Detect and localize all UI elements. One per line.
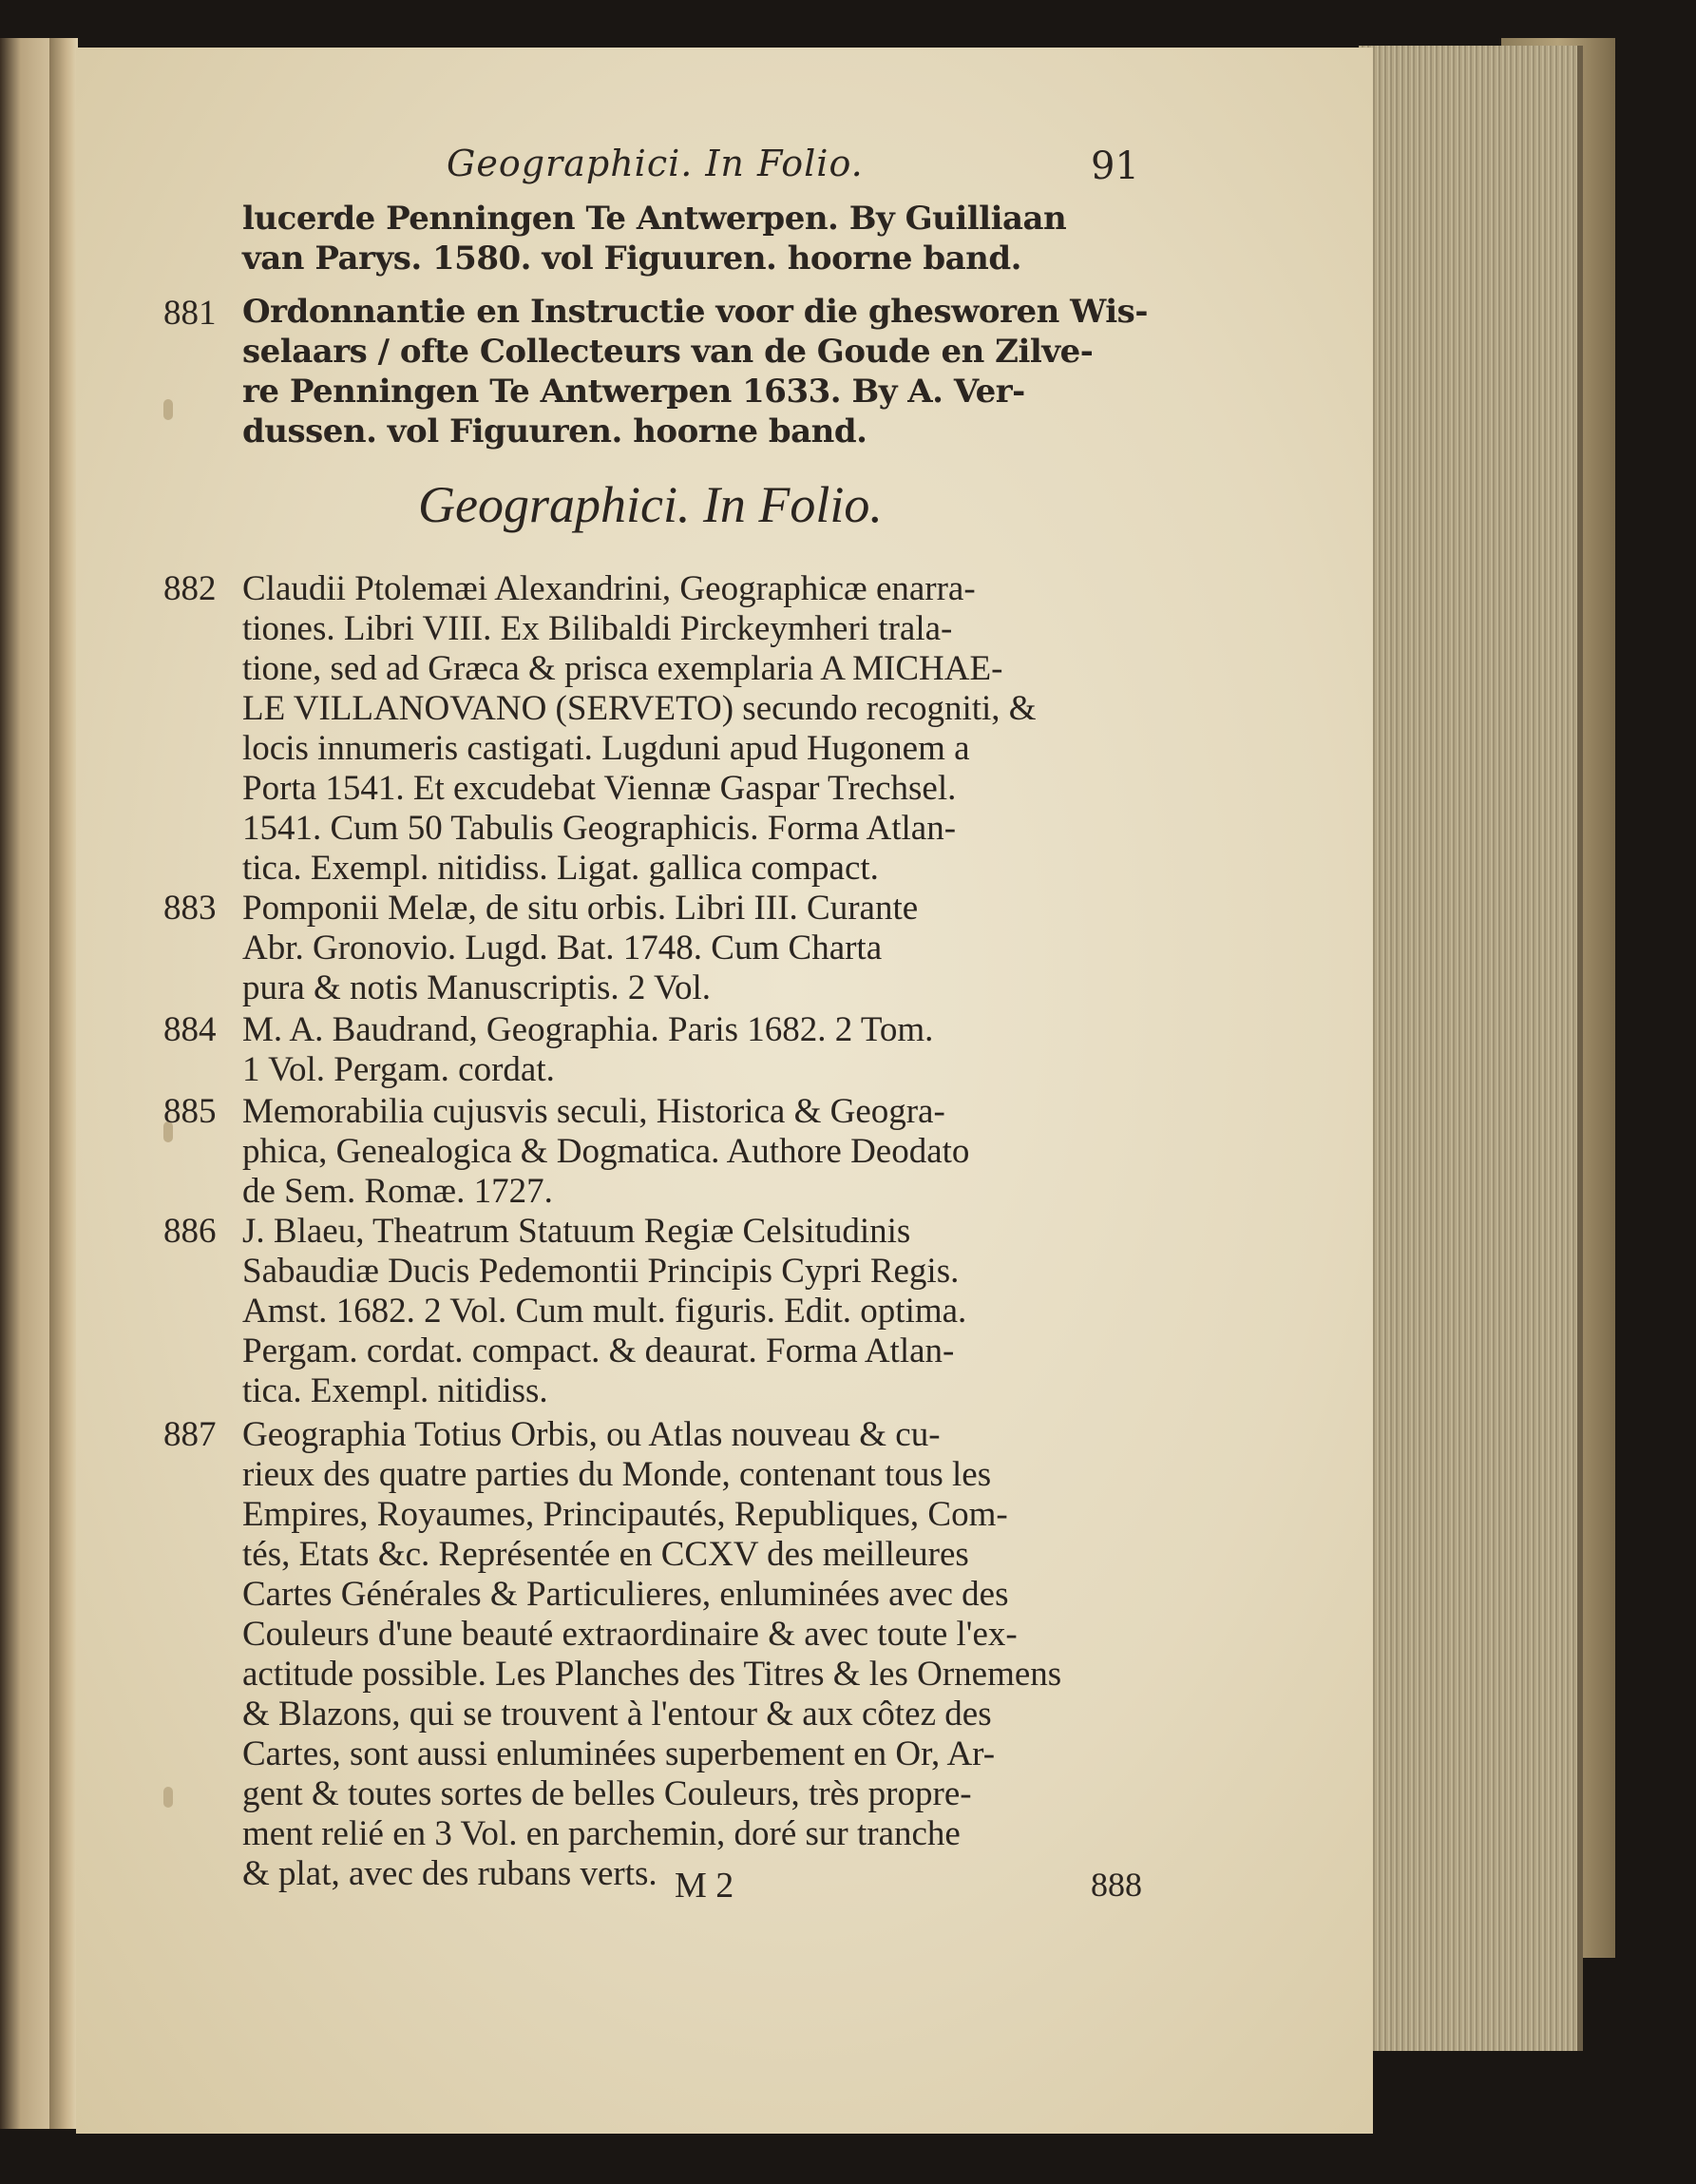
text-line: Amst. 1682. 2 Vol. Cum mult. figuris. Edit. optima.	[242, 1292, 967, 1331]
text-line: gent & toutes sortes de belles Couleurs, très propre-	[242, 1774, 972, 1813]
text-line: phica, Genealogica & Dogmatica. Authore Deodato	[242, 1132, 970, 1171]
text-line: Pergam. cordat. compact. & deaurat. Forma Atlan-	[242, 1331, 955, 1370]
text-line: Sabaudiæ Ducis Pedemontii Principis Cypri Regis.	[242, 1252, 960, 1291]
text-line: J. Blaeu, Theatrum Statuum Regiæ Celsitudinis	[242, 1212, 911, 1251]
text-line: & plat, avec des rubans verts.	[242, 1854, 657, 1893]
text-line: rieux des quatre parties du Monde, contenant tous les	[242, 1455, 992, 1494]
text-line: Pomponii Melæ, de situ orbis. Libri III. Curante	[242, 889, 919, 928]
text-line: selaars / ofte Collecteurs van de Goude en Zilve-	[242, 333, 1094, 371]
text-line: re Penningen Te Antwerpen 1633. By A. Ver-	[242, 373, 1025, 411]
text-line: locis innumeris castigati. Lugduni apud Hugonem a	[242, 729, 970, 768]
binding-hole	[163, 399, 173, 420]
page-number: 91	[1091, 144, 1139, 188]
book-gutter	[49, 38, 78, 2129]
text-line: tica. Exempl. nitidiss.	[242, 1371, 548, 1410]
text-line: M. A. Baudrand, Geographia. Paris 1682. 2 Tom.	[242, 1010, 934, 1049]
item-number: 886	[163, 1212, 217, 1251]
text-line: van Parys. 1580. vol Figuuren. hoorne band.	[242, 239, 1022, 278]
text-line: tés, Etats &c. Représentée en CCXV des meilleures	[242, 1535, 969, 1574]
text-line: Couleurs d'une beauté extraordinaire & avec toute l'ex-	[242, 1615, 1018, 1654]
item-number: 887	[163, 1415, 217, 1454]
item-number: 881	[163, 294, 217, 333]
text-line: Memorabilia cujusvis seculi, Historica & Geogra-	[242, 1092, 945, 1131]
text-line: 1 Vol. Pergam. cordat.	[242, 1050, 555, 1089]
section-title: Geographici. In Folio.	[418, 476, 883, 533]
running-head: Geographici. In Folio.	[447, 143, 864, 184]
binding-hole	[163, 1787, 173, 1808]
item-number: 885	[163, 1092, 217, 1131]
text-line: LE VILLANOVANO (SERVETO) secundo recogniti, &	[242, 689, 1037, 728]
text-line: Empires, Royaumes, Principautés, Republiques, Com-	[242, 1495, 1008, 1534]
text-line: Geographia Totius Orbis, ou Atlas nouveau & cu-	[242, 1415, 941, 1454]
text-line: lucerde Penningen Te Antwerpen. By Guilliaan	[242, 200, 1067, 238]
text-line: & Blazons, qui se trouvent à l'entour & aux côtez des	[242, 1695, 992, 1734]
item-number: 883	[163, 889, 217, 928]
text-line: Claudii Ptolemæi Alexandrini, Geographicæ enarra-	[242, 569, 976, 608]
catchword: 888	[1091, 1866, 1142, 1904]
text-line: 1541. Cum 50 Tabulis Geographicis. Forma Atlan-	[242, 809, 957, 848]
book-page	[76, 48, 1373, 2134]
text-line: Abr. Gronovio. Lugd. Bat. 1748. Cum Charta	[242, 929, 883, 967]
text-line: actitude possible. Les Planches des Titres & les Ornemens	[242, 1655, 1062, 1694]
signature-mark: M 2	[675, 1866, 734, 1906]
item-number: 882	[163, 569, 217, 608]
text-line: dussen. vol Figuuren. hoorne band.	[242, 412, 867, 450]
text-line: tiones. Libri VIII. Ex Bilibaldi Pirckeymheri trala-	[242, 609, 953, 648]
text-line: Ordonnantie en Instructie voor die ghesworen Wis-	[242, 293, 1148, 331]
text-line: Porta 1541. Et excudebat Viennæ Gaspar Trechsel.	[242, 769, 957, 808]
item-number: 884	[163, 1010, 217, 1049]
text-line: tica. Exempl. nitidiss. Ligat. gallica compact.	[242, 849, 879, 888]
text-line: Cartes Générales & Particulieres, enluminées avec des	[242, 1575, 1009, 1614]
text-line: de Sem. Romæ. 1727.	[242, 1172, 553, 1211]
text-line: ment relié en 3 Vol. en parchemin, doré sur tranche	[242, 1814, 961, 1853]
text-line: Cartes, sont aussi enluminées superbement en Or, Ar-	[242, 1734, 996, 1773]
page-edges	[1359, 46, 1583, 2051]
page-header	[76, 143, 1373, 200]
text-line: tione, sed ad Græca & prisca exemplaria A MICHAE-	[242, 649, 1003, 688]
text-line: pura & notis Manuscriptis. 2 Vol.	[242, 968, 711, 1007]
